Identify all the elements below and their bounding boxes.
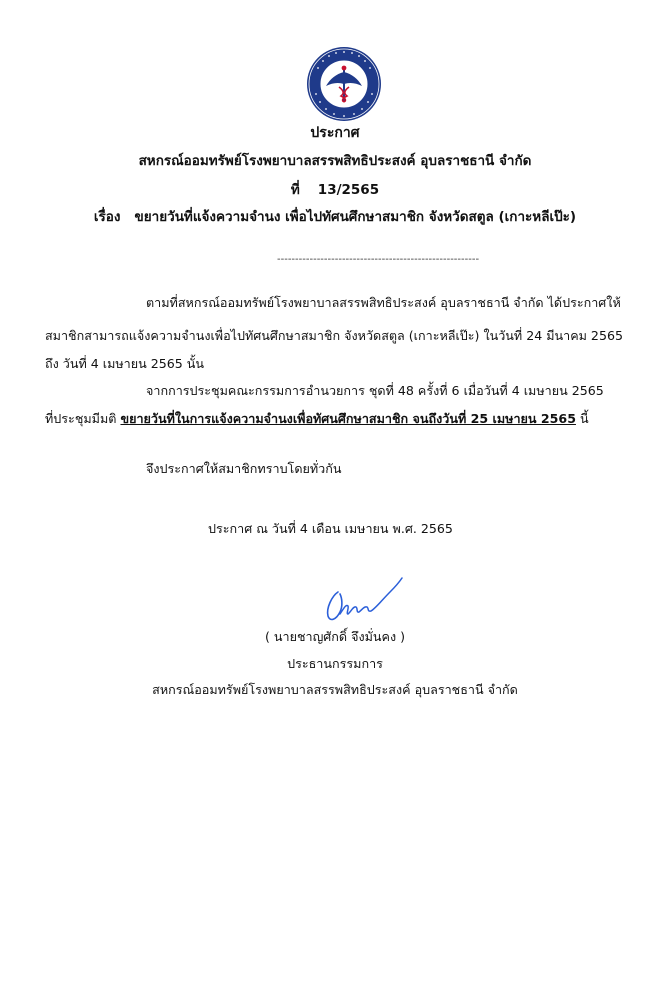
paragraph-2-line-2 xyxy=(45,409,589,429)
subject-label: เรื่อง xyxy=(93,209,121,225)
paragraph-1-line-2: สมาชิกสามารถแจ้งความจำนงเพื่อไปทัศนศึกษาสมาชิก จังหวัดสตูล (เกาะหลีเป๊ะ) ในวันที่ 24 มีนาคม 2565 xyxy=(45,328,623,343)
signatory-name: ( นายชาญศักดิ์ จึงมั่นคง ) xyxy=(264,629,406,644)
resolution-emphasis: ขยายวันที่ในการแจ้งความจำนงเพื่อทัศนศึกษาสมาชิก จนถึงวันที่ 25 เมษายน 2565 xyxy=(120,411,576,426)
subject-text: ขยายวันที่แจ้งความจำนง เพื่อไปทัศนศึกษาสมาชิก จังหวัดสตูล (เกาะหลีเป๊ะ) xyxy=(134,209,577,225)
number-label: ที่ xyxy=(290,182,300,198)
paragraph-1-line-3: ถึง วันที่ 4 เมษายน 2565 นั้น xyxy=(45,356,205,371)
paragraph-2-line-1: จากการประชุมคณะกรรมการอำนวยการ ชุดที่ 48 ครั้งที่ 6 เมื่อวันที่ 4 เมษายน 2565 xyxy=(146,383,604,398)
number-value: 13/2565 xyxy=(317,182,380,198)
announcement-number xyxy=(0,178,670,200)
announcement-heading: ประกาศ xyxy=(310,125,360,141)
resolution-prefix: ที่ประชุมมีมติ xyxy=(45,411,121,426)
resolution-suffix: นี้ xyxy=(575,411,589,426)
organization-name: สหกรณ์ออมทรัพย์โรงพยาบาลสรรพสิทธิประสงค์ อุบลราชธานี จำกัด xyxy=(138,153,532,169)
paragraph-3: จึงประกาศให้สมาชิกทราบโดยทั่วกัน xyxy=(146,461,342,476)
signatory-title: ประธานกรรมการ xyxy=(287,656,383,671)
handwritten-signature xyxy=(316,570,408,626)
signatory-organization: สหกรณ์ออมทรัพย์โรงพยาบาลสรรพสิทธิประสงค์ อุบลราชธานี จำกัด xyxy=(152,682,518,697)
paragraph-1-line-1: ตามที่สหกรณ์ออมทรัพย์โรงพยาบาลสรรพสิทธิประสงค์ อุบลราชธานี จำกัด ได้ประกาศให้ xyxy=(146,295,621,310)
subject-line xyxy=(0,205,670,227)
announcement-date: ประกาศ ณ วันที่ 4 เดือน เมษายน พ.ศ. 2565 xyxy=(208,521,453,536)
cooperative-seal-logo xyxy=(306,46,382,122)
separator-line: -------------------------------------------------------- xyxy=(277,254,480,265)
